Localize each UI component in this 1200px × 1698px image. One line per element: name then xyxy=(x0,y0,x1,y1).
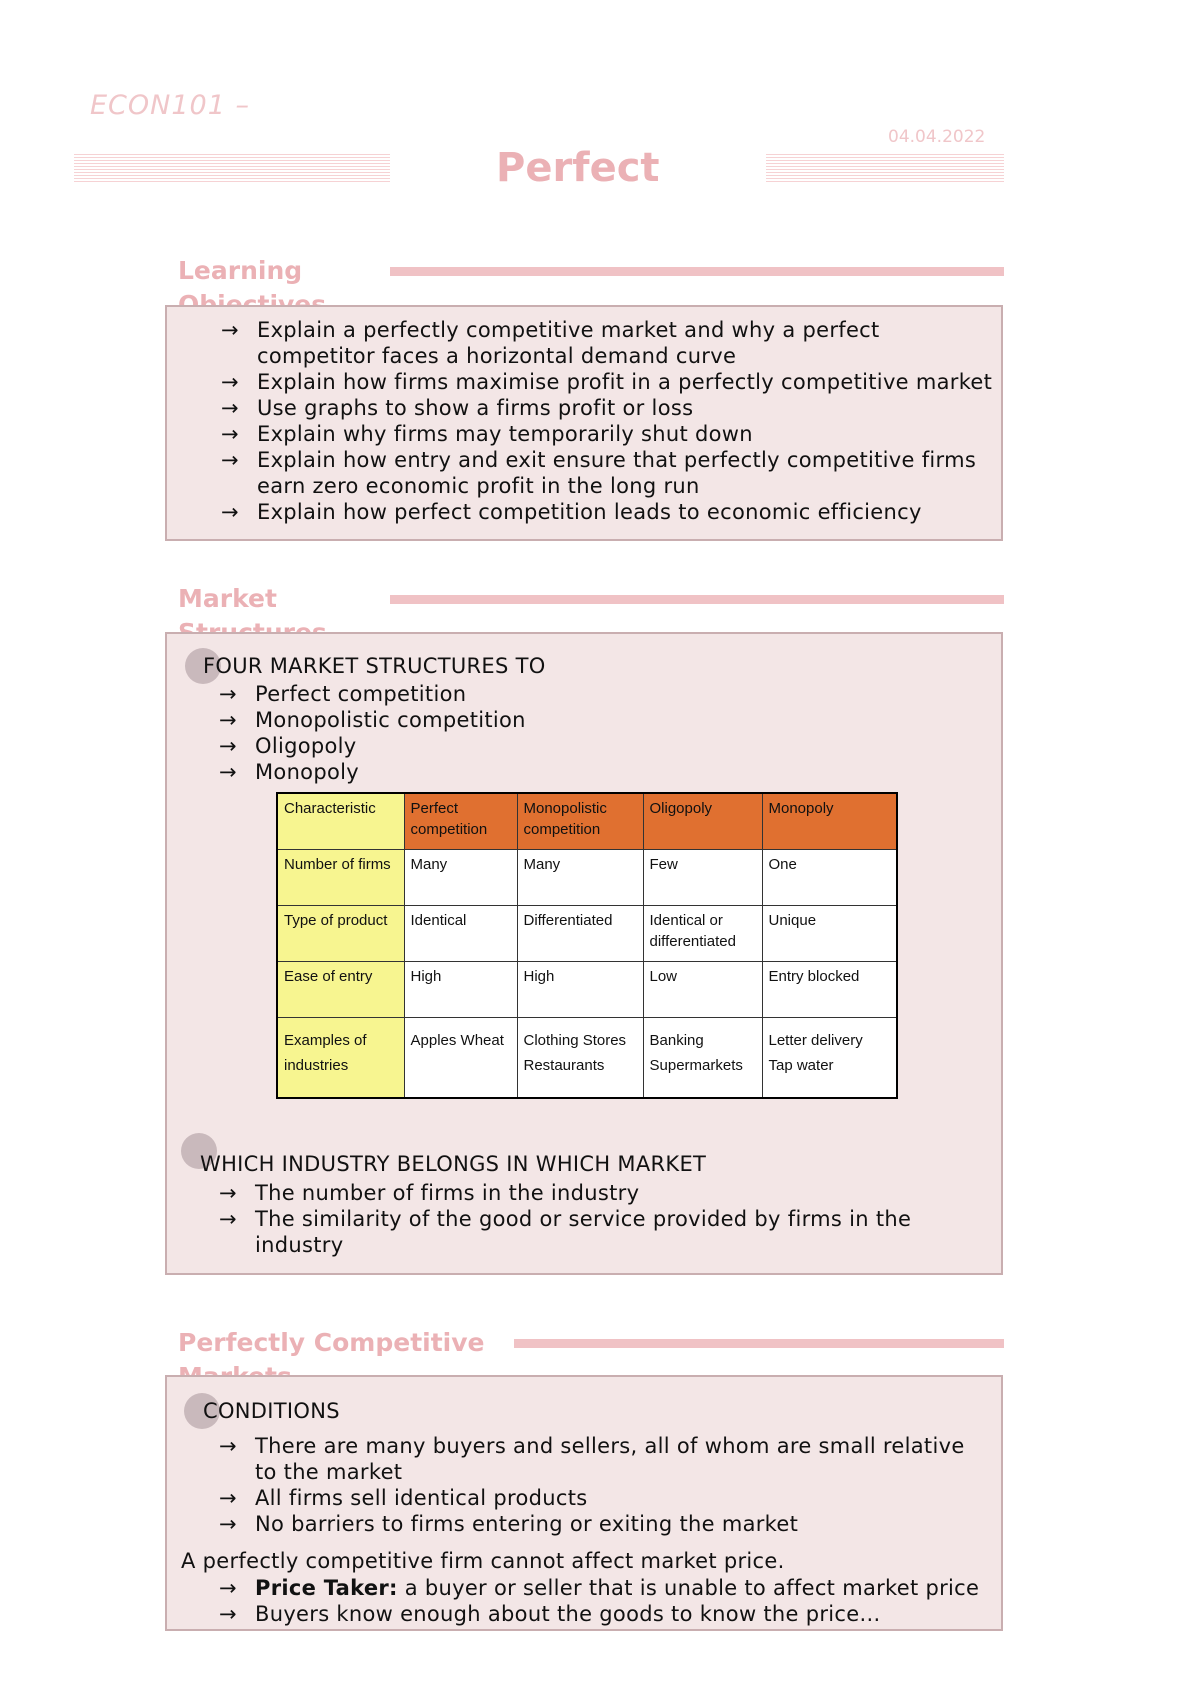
table-cell: Letter delivery Tap water xyxy=(762,1018,897,1098)
table-row-header: Ease of entry xyxy=(277,962,404,1018)
market-structures-table xyxy=(276,792,898,1099)
list-item: → The number of firms in the industry xyxy=(219,1181,640,1205)
list-item: → All firms sell identical products xyxy=(219,1486,588,1510)
conditions-list xyxy=(165,1433,985,1537)
arrow-icon: → xyxy=(219,734,237,758)
table-header-cell: Oligopoly xyxy=(643,793,762,850)
list-item: → Explain how entry and exit ensure that perfectly competitive firms earn zero economic profit in the long run xyxy=(221,448,977,498)
arrow-icon: → xyxy=(221,370,239,394)
arrow-icon: → xyxy=(219,682,237,706)
list-item: → No barriers to firms entering or exiting the market xyxy=(219,1512,799,1536)
table-cell: Unique xyxy=(762,906,897,962)
list-item: → Monopoly xyxy=(219,760,359,784)
section-heading-market-structures: Market xyxy=(178,584,277,613)
table-cell: Identical or differentiated xyxy=(643,906,762,962)
table-header-cell: Monopolistic competition xyxy=(517,793,643,850)
label-which-industry: WHICH INDUSTRY BELONGS IN WHICH MARKET xyxy=(200,1152,707,1176)
table-cell: High xyxy=(404,962,517,1018)
table-row xyxy=(277,962,897,1018)
list-item: → Perfect competition xyxy=(219,682,467,706)
arrow-icon: → xyxy=(221,448,239,472)
table-header-cell: Monopoly xyxy=(762,793,897,850)
table-header-cell: Perfect competition xyxy=(404,793,517,850)
arrow-icon: → xyxy=(219,1602,237,1626)
list-item: → Explain why firms may temporarily shut down xyxy=(221,422,753,446)
label-conditions: CONDITIONS xyxy=(203,1399,340,1423)
list-item xyxy=(165,1575,985,1601)
which-industry-list xyxy=(165,1180,985,1258)
price-taker-list xyxy=(165,1575,985,1627)
table-row-header: Type of product xyxy=(277,906,404,962)
arrow-icon: → xyxy=(219,708,237,732)
table-header-cell: Characteristic xyxy=(277,793,404,850)
table-cell: Low xyxy=(643,962,762,1018)
arrow-icon: → xyxy=(219,760,237,784)
title-decoration-right xyxy=(766,154,1004,182)
arrow-icon: → xyxy=(219,1181,237,1205)
section-rule xyxy=(514,1339,1004,1348)
conditions-clip xyxy=(165,1433,985,1536)
learning-objectives-box xyxy=(165,305,1003,541)
list-item: → Explain how perfect competition leads to economic efficiency xyxy=(221,500,922,524)
arrow-icon: → xyxy=(219,1486,237,1510)
market-structures-box xyxy=(165,632,1003,1275)
list-item: → Explain how firms maximise profit in a perfectly competitive market xyxy=(221,370,993,394)
arrow-icon: → xyxy=(221,318,239,342)
list-item: → Use graphs to show a firms profit or loss xyxy=(221,396,694,420)
price-taker-term: Price Taker: xyxy=(255,1576,398,1600)
arrow-icon: → xyxy=(219,1434,237,1458)
table-row xyxy=(277,906,897,962)
table-row-header: Number of firms xyxy=(277,850,404,906)
list-item: → Oligopoly xyxy=(219,734,357,758)
statement-price: A perfectly competitive firm cannot affect market price. xyxy=(181,1549,785,1573)
arrow-icon: → xyxy=(221,396,239,420)
table-cell: High xyxy=(517,962,643,1018)
table-cell: Differentiated xyxy=(517,906,643,962)
list-item: → Buyers know enough about the goods to know the price... xyxy=(219,1602,881,1626)
list-item: → There are many buyers and sellers, all of whom are small relative to the market xyxy=(219,1434,965,1484)
table-row-header: Examples of industries xyxy=(277,1018,404,1098)
table-cell: Many xyxy=(404,850,517,906)
perfectly-competitive-box xyxy=(165,1375,1003,1631)
structures-list xyxy=(165,681,985,785)
section-rule xyxy=(390,595,1004,604)
table-cell: Clothing Stores Restaurants xyxy=(517,1018,643,1098)
table-header-row xyxy=(277,793,897,850)
table-row xyxy=(277,1018,897,1098)
table-cell: Few xyxy=(643,850,762,906)
section-heading-perfectly-competitive: Perfectly Competitive xyxy=(178,1328,485,1357)
list-item: → Monopolistic competition xyxy=(219,708,526,732)
arrow-icon: → xyxy=(219,1207,237,1231)
table-cell: Identical xyxy=(404,906,517,962)
arrow-icon: → xyxy=(221,422,239,446)
list-item: → Explain a perfectly competitive market and why a perfect competitor faces a horizontal demand curve xyxy=(221,318,880,368)
course-code: ECON101 – xyxy=(90,90,250,121)
table-cell: Entry blocked xyxy=(762,962,897,1018)
table-cell: Many xyxy=(517,850,643,906)
title-decoration-left xyxy=(74,154,390,182)
table-cell: Banking Supermarkets xyxy=(643,1018,762,1098)
arrow-icon: → xyxy=(219,1576,237,1600)
list-item: → The similarity of the good or service provided by firms in the industry xyxy=(219,1207,912,1257)
label-four-structures: FOUR MARKET STRUCTURES TO xyxy=(203,654,546,678)
table-cell: Apples Wheat xyxy=(404,1018,517,1098)
arrow-icon: → xyxy=(221,500,239,524)
page-title: Perfect xyxy=(496,145,660,191)
objectives-list xyxy=(167,317,1001,525)
section-rule xyxy=(390,267,1004,276)
table-row xyxy=(277,850,897,906)
price-taker-definition: a buyer or seller that is unable to affect market price xyxy=(397,1576,980,1600)
section-heading-learning-objectives: Learning xyxy=(178,256,303,285)
table-cell: One xyxy=(762,850,897,906)
note-date: 04.04.2022 xyxy=(888,127,986,147)
arrow-icon: → xyxy=(219,1512,237,1536)
